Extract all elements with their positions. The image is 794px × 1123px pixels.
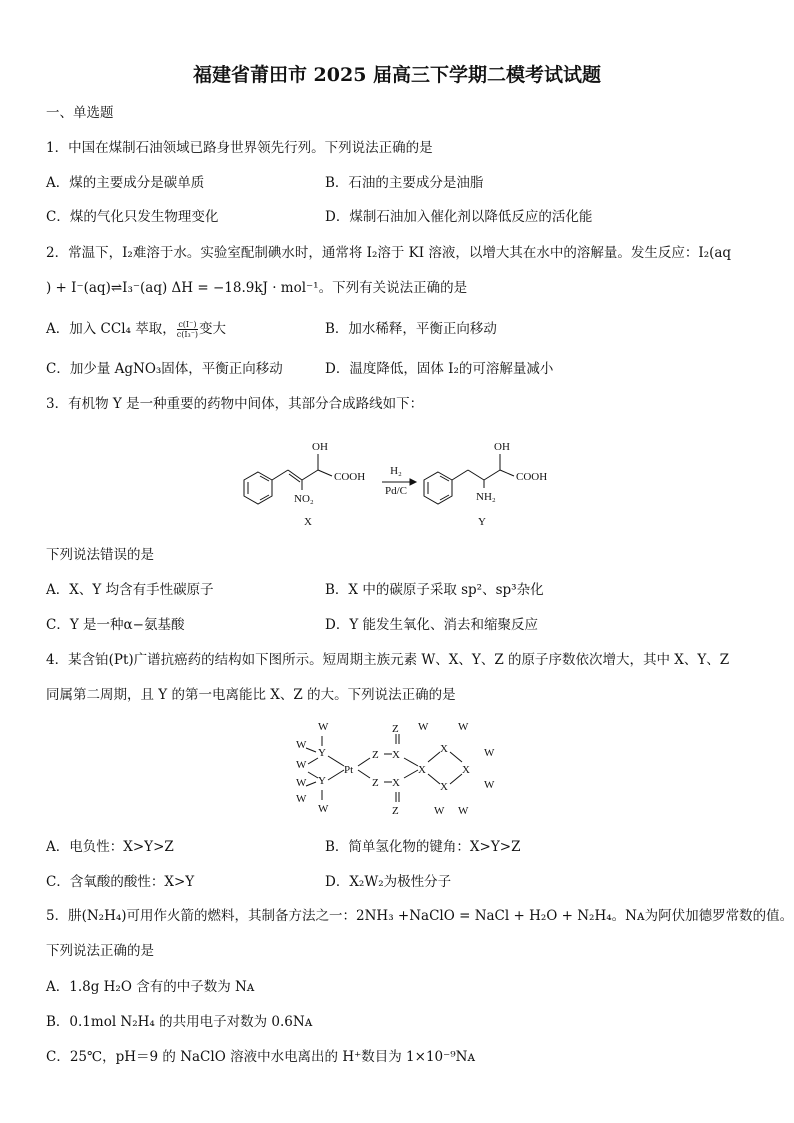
w-label: W bbox=[318, 721, 329, 733]
q3-reaction-svg bbox=[230, 432, 560, 532]
z-label: Z bbox=[372, 749, 379, 761]
x-oh-label: OH bbox=[312, 441, 328, 453]
y-label: Y bbox=[318, 775, 326, 787]
q2-option-a-end: 变大 bbox=[199, 321, 227, 337]
reagent-pdc: Pd/C bbox=[384, 485, 408, 497]
q3-option-a: A．X、Y 均含有手性碳原子 bbox=[46, 582, 214, 598]
q1-stem: 1．中国在煤制石油领域已路身世界领先行列。下列说法正确的是 bbox=[46, 140, 433, 156]
w-label: W bbox=[318, 803, 329, 815]
q3-stem: 3．有机物 Y 是一种重要的药物中间体，其部分合成路线如下： bbox=[46, 396, 424, 412]
q5-option-c: C．25℃，pH＝9 的 NaClO 溶液中水电离出的 H⁺数目为 1×10⁻⁹Nᴀ bbox=[46, 1049, 476, 1065]
q2-option-a bbox=[46, 320, 226, 339]
q3-option-d: D．Y 能发生氧化、消去和缩聚反应 bbox=[325, 617, 539, 633]
w-label: W bbox=[458, 721, 469, 733]
pt-label: Pt bbox=[344, 764, 354, 776]
q2-option-a-text: A．加入 CCl₄ 萃取， bbox=[46, 321, 176, 337]
q5-option-a: A．1.8g H₂O 含有的中子数为 Nᴀ bbox=[46, 979, 255, 995]
y-nh2-label: NH₂ bbox=[476, 491, 496, 503]
w-label: W bbox=[418, 721, 429, 733]
q4-stem-line2: 同属第二周期，且 Y 的第一电离能比 X、Z 的大。下列说法正确的是 bbox=[46, 687, 456, 703]
label-y: Y bbox=[478, 516, 486, 528]
q4-option-b: B．简单氢化物的键角：X>Y>Z bbox=[325, 839, 521, 855]
x-label: X bbox=[392, 749, 400, 761]
reagent-h2: H₂ bbox=[390, 465, 402, 477]
q2-option-c: C．加少量 AgNO₃固体，平衡正向移动 bbox=[46, 361, 283, 377]
q3-reaction-scheme bbox=[230, 432, 560, 536]
z-label: Z bbox=[392, 723, 399, 735]
label-x: X bbox=[304, 516, 312, 528]
x-label: X bbox=[462, 764, 470, 776]
q2-stem-line2: ) + I⁻(aq)⇌I₃⁻(aq) ΔH = −18.9kJ · mol⁻¹。下列有关说法正确的是 bbox=[46, 280, 468, 296]
q5-stem-line1: 5．肼(N₂H₄)可用作火箭的燃料，其制备方法之一：2NH₃ +NaClO = NaCl + H₂O + N₂H₄。Nᴀ为阿伏加德罗常数的值。 bbox=[46, 908, 794, 924]
y-cooh-label: COOH bbox=[516, 471, 548, 483]
q4-structure-svg bbox=[288, 718, 508, 820]
z-label: Z bbox=[392, 805, 399, 817]
q2-fraction-denominator: c(I₃⁻) bbox=[176, 330, 199, 339]
section-heading: 一、单选题 bbox=[46, 105, 114, 121]
x-no2-label: NO₂ bbox=[294, 493, 314, 505]
w-label: W bbox=[296, 759, 307, 771]
q4-option-a: A．电负性：X>Y>Z bbox=[46, 839, 174, 855]
q5-stem-line2: 下列说法正确的是 bbox=[46, 943, 154, 959]
q1-option-d: D．煤制石油加入催化剂以降低反应的活化能 bbox=[325, 209, 593, 225]
z-label: Z bbox=[372, 777, 379, 789]
y-label: Y bbox=[318, 747, 326, 759]
q2-option-d: D．温度降低，固体 I₂的可溶解量减小 bbox=[325, 361, 554, 377]
q1-option-a: A．煤的主要成分是碳单质 bbox=[46, 175, 205, 191]
q4-structure bbox=[288, 718, 508, 824]
x-label: X bbox=[440, 781, 448, 793]
q1-option-b: B．石油的主要成分是油脂 bbox=[325, 175, 484, 191]
q3-option-b: B．X 中的碳原子采取 sp²、sp³杂化 bbox=[325, 582, 544, 598]
w-label: W bbox=[458, 805, 469, 817]
q4-stem-line1: 4．某含铂(Pt)广谱抗癌药的结构如下图所示。短周期主族元素 W、X、Y、Z 的原子序数依次增大，其中 X、Y、Z bbox=[46, 652, 730, 668]
q4-option-d: D．X₂W₂为极性分子 bbox=[325, 874, 452, 890]
x-label: X bbox=[418, 764, 426, 776]
q4-option-c: C．含氧酸的酸性：X>Y bbox=[46, 874, 195, 890]
x-label: X bbox=[392, 777, 400, 789]
page-title: 福建省莆田市 2025 届高三下学期二模考试试题 bbox=[192, 64, 602, 86]
w-label: W bbox=[296, 739, 307, 751]
y-oh-label: OH bbox=[494, 441, 510, 453]
q3-option-c: C．Y 是一种α−氨基酸 bbox=[46, 617, 185, 633]
q2-stem-line1: 2．常温下，I₂难溶于水。实验室配制碘水时，通常将 I₂溶于 KI 溶液，以增大其在水中的溶解量。发生反应：I₂(aq bbox=[46, 245, 732, 261]
q3-question: 下列说法错误的是 bbox=[46, 547, 154, 563]
q1-option-c: C．煤的气化只发生物理变化 bbox=[46, 209, 219, 225]
q2-option-b: B．加水稀释，平衡正向移动 bbox=[325, 321, 497, 337]
w-label: W bbox=[484, 747, 495, 759]
x-cooh-label: COOH bbox=[334, 471, 366, 483]
q5-option-b: B．0.1mol N₂H₄ 的共用电子对数为 0.6Nᴀ bbox=[46, 1014, 313, 1030]
w-label: W bbox=[484, 779, 495, 791]
x-label: X bbox=[440, 743, 448, 755]
w-label: W bbox=[296, 793, 307, 805]
w-label: W bbox=[296, 777, 307, 789]
w-label: W bbox=[434, 805, 445, 817]
q2-fraction bbox=[177, 320, 198, 339]
q2-fraction-numerator: c(I⁻) bbox=[178, 320, 197, 329]
